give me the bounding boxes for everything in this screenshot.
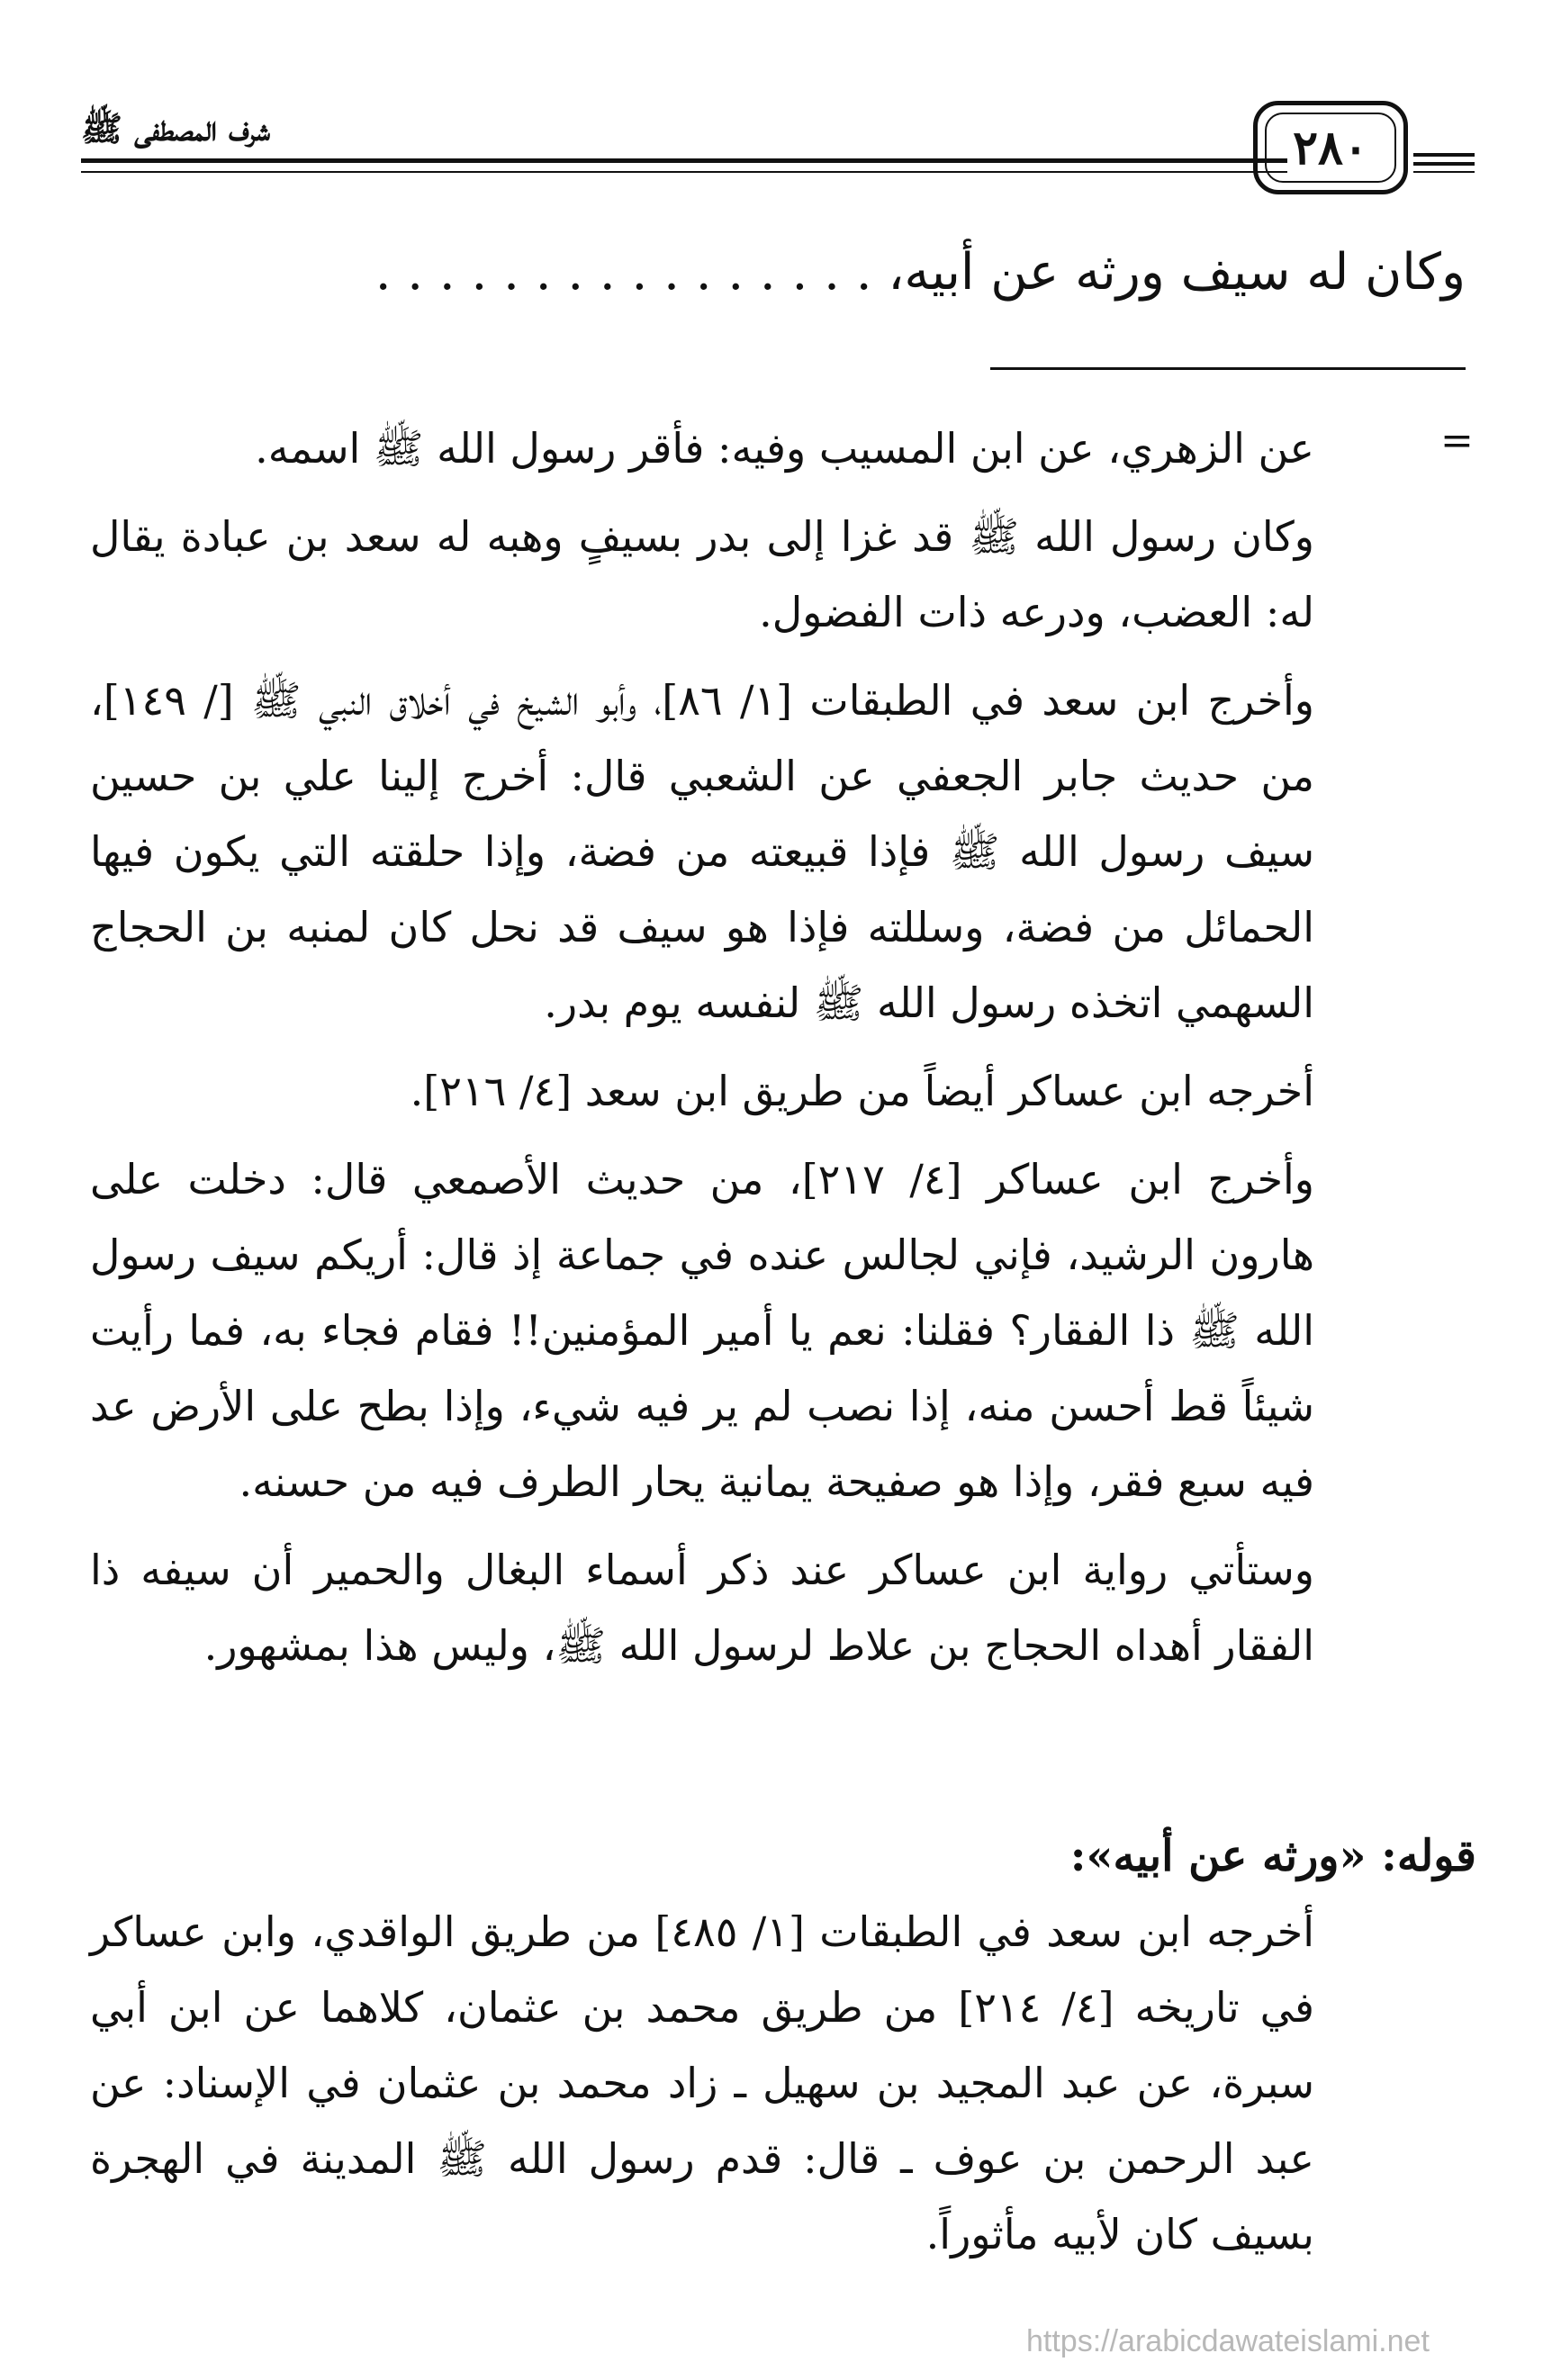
header-rule-right <box>1413 153 1475 157</box>
footnote-paragraph: وأخرج ابن سعد في الطبقات [١/ ٨٦]، وأبو الشيخ في أخلاق النبي ﷺ [/ ١٤٩]، من حديث جابر الجعفي عن الشعبي قال: أخرج إلينا علي بن حسين سيف رسول الله ﷺ فإذا قبيعته من فضة، وإذا حلقته التي يكون فيها الحمائل من فضة، وسللته فإذا هو سيف قد نحل كان لمنبه بن الحجاج السهمي اتخذه رسول الله ﷺ لنفسه يوم بدر. <box>90 676 1314 1027</box>
header-rule <box>81 158 1287 163</box>
footnote-paragraph: وأخرج ابن عساكر [٤/ ٢١٧]، من حديث الأصمعي قال: دخلت على هارون الرشيد، فإني لجالس عنده في جماعة إذ قال: أريكم سيف رسول الله ﷺ ذا الفقار؟ فقلنا: نعم يا أمير المؤمنين!! فقام فجاء به، فما رأيت شيئاً قط أحسن منه، إذا نصب لم ير فيه شيء، وإذا بطح على الأرض عد فيه سبع فقر، وإذا هو صفيحة يمانية يحار الطرف فيه من حسنه. <box>90 1155 1314 1506</box>
header-rule-right <box>1413 171 1475 173</box>
book-title: شرف المصطفى ﷺ <box>81 108 270 149</box>
footnote-paragraph: عن الزهري، عن ابن المسيب وفيه: فأقر رسول الله ﷺ اسمه. <box>255 424 1314 473</box>
footnotes-second <box>90 1894 1314 2272</box>
footnote-paragraph: أخرجه ابن عساكر أيضاً من طريق ابن سعد [٤/ ٢١٦]. <box>410 1067 1314 1115</box>
page-number: ٢٨٠ <box>1293 120 1368 176</box>
watermark-url: https://arabicdawateislami.net <box>1026 2324 1430 2358</box>
footnote-paragraph: وكان رسول الله ﷺ قد غزا إلى بدر بسيفٍ وهبه له سعد بن عبادة يقال له: العضب، ودرعه ذات الفضول. <box>90 512 1314 636</box>
main-text-line <box>90 243 1466 302</box>
header-rule-right <box>1413 162 1475 166</box>
footnote-separator <box>990 367 1466 370</box>
footnote-paragraph: وستأتي رواية ابن عساكر عند ذكر أسماء البغال والحمير أن سيفه ذا الفقار أهداه الحجاج بن علاط لرسول الله ﷺ، وليس هذا بمشهور. <box>90 1546 1314 1670</box>
page-number-frame <box>1253 101 1408 194</box>
dotted-leader: . . . . . . . . . . . . . . . . <box>374 243 872 302</box>
page-number-frame-inner <box>1265 113 1396 183</box>
note-heading: قوله: «ورثه عن أبيه»: <box>1069 1831 1476 1881</box>
header-rule-thin <box>81 171 1287 173</box>
main-text: وكان له سيف ورثه عن أبيه، <box>888 243 1466 302</box>
footnote-paragraph: أخرجه ابن سعد في الطبقات [١/ ٤٨٥] من طريق الواقدي، وابن عساكر في تاريخه [٤/ ٢١٤] من طريق محمد بن عثمان، كلاهما عن ابن أبي سبرة، عن عبد المجيد بن سهيل ـ زاد محمد بن عثمان في الإسناد: عن عبد الرحمن بن عوف ـ قال: قدم رسول الله ﷺ المدينة في الهجرة بسيف كان لأبيه مأثوراً. <box>90 1907 1315 2258</box>
footnotes <box>90 410 1314 1696</box>
continuation-mark: = <box>1440 418 1474 464</box>
